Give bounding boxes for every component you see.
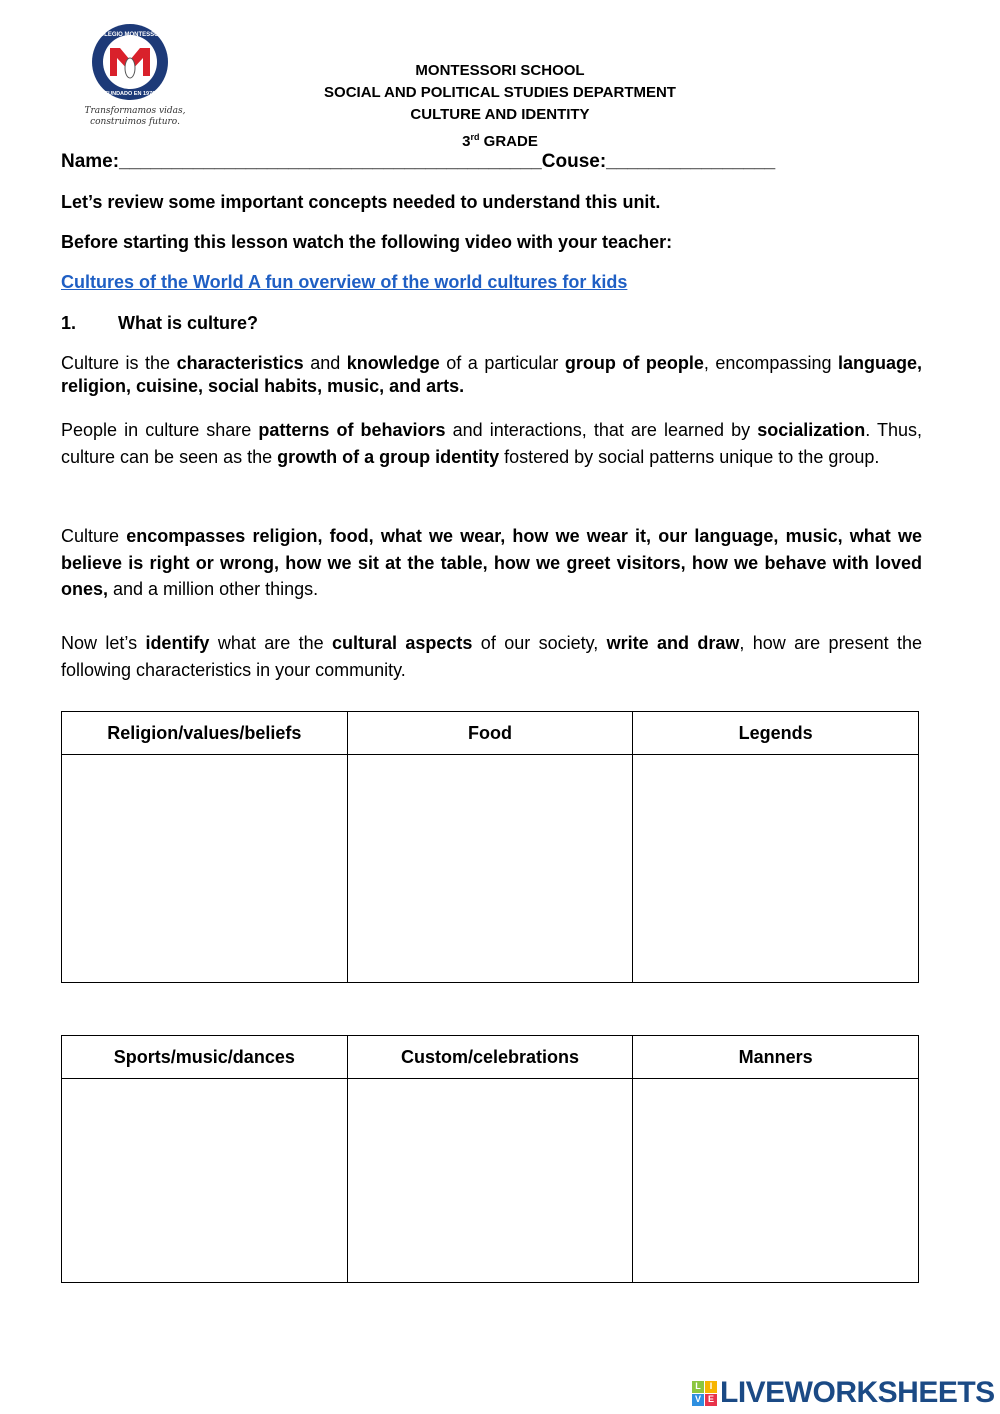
- text-segment: Now let’s: [61, 633, 146, 653]
- grade-suffix: rd: [470, 132, 480, 142]
- bold-text-segment: identify: [145, 633, 210, 653]
- text-segment: of a particular: [439, 353, 565, 373]
- text-segment: Culture is the: [61, 353, 177, 373]
- manners-answer-cell[interactable]: [633, 1079, 919, 1283]
- header-religion: Religion/values/beliefs: [62, 712, 348, 755]
- grade-number: 3: [462, 133, 471, 150]
- question-heading: [61, 313, 258, 334]
- paragraph-instructions: [61, 630, 922, 683]
- liveworksheets-logo: [692, 1376, 995, 1410]
- text-segment: , how are present the following characteristics in your community.: [61, 633, 922, 680]
- question-text: What is culture?: [118, 313, 259, 333]
- text-segment: and a million other things.: [108, 579, 319, 599]
- text-segment: and: [303, 353, 347, 373]
- text-segment: Culture: [61, 526, 127, 546]
- header-customs: Custom/celebrations: [347, 1036, 633, 1079]
- svg-text:FUNDADO EN 1976: FUNDADO EN 1976: [104, 91, 156, 97]
- culture-table-2: [61, 1035, 919, 1283]
- intro-video: Before starting this lesson watch the following video with your teacher:: [61, 232, 673, 252]
- bold-text-segment: group of people: [564, 353, 704, 373]
- name-label: Name:: [61, 151, 120, 172]
- text-segment: what are the: [209, 633, 332, 653]
- text-segment: . Thus, culture can be seen as the: [61, 420, 922, 467]
- text-segment: fostered by social patterns unique to the group.: [499, 446, 880, 467]
- live-tiles-icon: [692, 1381, 717, 1406]
- bold-text-segment: socialization: [757, 420, 866, 440]
- text-segment: of our society,: [472, 633, 607, 653]
- bold-text-segment: characteristics: [176, 353, 304, 373]
- course-field[interactable]: ________________: [606, 151, 776, 172]
- bold-text-segment: patterns of behaviors: [258, 420, 446, 440]
- paragraph-encompasses: [61, 523, 922, 603]
- brand-name: LIVEWORKSHEETS: [720, 1376, 995, 1409]
- tile-v: V: [692, 1394, 704, 1406]
- tile-i: I: [705, 1381, 717, 1393]
- grade-word: GRADE: [479, 133, 538, 150]
- course-label: Couse:: [541, 151, 607, 172]
- subject-title: CULTURE AND IDENTITY: [410, 106, 590, 123]
- bold-text-segment: write and draw: [606, 633, 740, 653]
- tile-e: E: [705, 1394, 717, 1406]
- religion-answer-cell[interactable]: [62, 755, 348, 983]
- name-course-line: [61, 151, 775, 173]
- video-link[interactable]: Cultures of the World A fun overview of the world cultures for kids: [61, 272, 628, 292]
- header-legends: Legends: [633, 712, 919, 755]
- bold-text-segment: encompasses religion, food, what we wear, how we wear it, our language, music, what we believe is right or wrong, how we sit at the table, how we greet visitors, how we behave with loved ones,: [61, 526, 922, 599]
- header-sports: Sports/music/dances: [62, 1036, 348, 1079]
- grade-label: [0, 126, 1000, 153]
- logo-motto: Transformamos vidas, construimos futuro.: [84, 106, 186, 127]
- bold-text-segment: knowledge: [346, 353, 440, 373]
- bold-text-segment: language, religion, cuisine, social habits, music, and arts.: [61, 353, 922, 396]
- tile-l: L: [692, 1381, 704, 1393]
- customs-answer-cell[interactable]: [347, 1079, 633, 1283]
- paragraph-patterns: [61, 417, 922, 470]
- header-manners: Manners: [633, 1036, 919, 1079]
- food-answer-cell[interactable]: [347, 755, 633, 983]
- bold-text-segment: growth of a group identity: [277, 446, 500, 467]
- header-food: Food: [347, 712, 633, 755]
- question-number: 1.: [61, 313, 77, 333]
- school-name: MONTESSORI SCHOOL: [415, 62, 585, 79]
- text-segment: , encompassing: [703, 353, 838, 373]
- legends-answer-cell[interactable]: [633, 755, 919, 983]
- paragraph-definition: [61, 352, 922, 398]
- culture-table-1: [61, 711, 919, 983]
- department-name: SOCIAL AND POLITICAL STUDIES DEPARTMENT: [324, 84, 676, 101]
- name-field[interactable]: ________________________________________: [119, 151, 542, 172]
- sports-answer-cell[interactable]: [62, 1079, 348, 1283]
- text-segment: People in culture share: [61, 420, 259, 440]
- bold-text-segment: cultural aspects: [332, 633, 473, 653]
- svg-text:COLEGIO MONTESSORI: COLEGIO MONTESSORI: [95, 32, 165, 38]
- text-segment: and interactions, that are learned by: [445, 420, 758, 440]
- intro-review: Let’s review some important concepts needed to understand this unit.: [61, 192, 661, 212]
